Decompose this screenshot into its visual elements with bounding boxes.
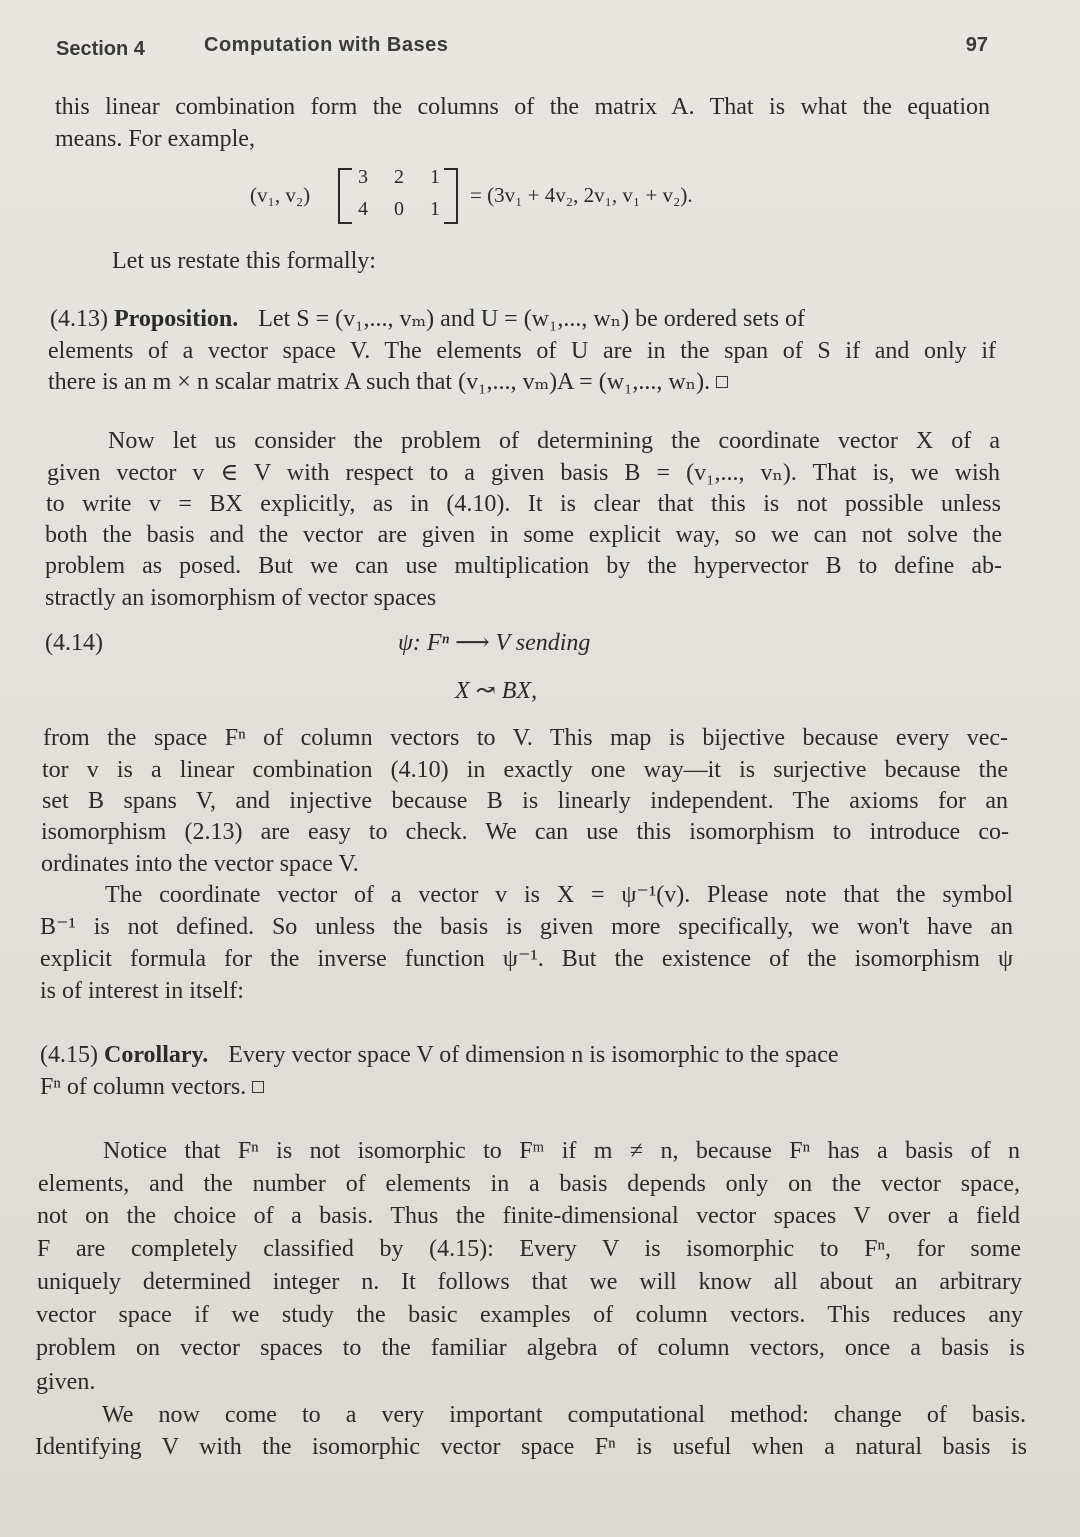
text-line: explicit formula for the inverse function ψ⁻¹. But the existence of the isomorphism ψ <box>40 946 1013 972</box>
text-line: problem on vector spaces to the familiar algebra of column vectors, once a basis is <box>36 1335 1025 1361</box>
cor-line2: Fⁿ of column vectors. <box>40 1074 247 1100</box>
text-line: tor v is a linear combination (4.10) in exactly one way—it is surjective because the <box>42 757 1008 783</box>
text-line: stractly an isomorphism of vector spaces <box>45 585 437 611</box>
text-line: is of interest in itself: <box>40 978 244 1004</box>
text-line: The coordinate vector of a vector v is X = ψ⁻¹(v). Please note that the symbol <box>105 882 1013 908</box>
prop-label: Proposition. <box>113 306 239 332</box>
equation-number: (4.14) <box>45 630 103 656</box>
prop-line3: there is an m × n scalar matrix A such that (v₁,..., vₘ)A = (w₁,..., wₙ). <box>48 369 711 395</box>
left-bracket <box>338 168 352 224</box>
text-line: ordinates into the vector space V. <box>41 851 359 877</box>
text-line: Let us restate this formally: <box>112 248 376 274</box>
matrix-cell: 1 <box>430 166 440 188</box>
text-line: this linear combination form the columns of the matrix A. That is what the equation <box>55 94 990 120</box>
matrix-cell: 2 <box>394 166 404 188</box>
page-number: 97 <box>965 34 988 56</box>
cor-number: (4.15) <box>40 1042 98 1068</box>
text-line: F are completely classified by (4.15): Every V is isomorphic to Fⁿ, for some <box>37 1236 1021 1262</box>
text-line: from the space Fⁿ of column vectors to V. This map is bijective because every vec- <box>43 725 1008 751</box>
equation-line: ψ: Fⁿ ⟶ V sending <box>398 630 591 656</box>
example-rhs: = (3v₁ + 4v₂, 2v₁, v₁ + v₂). <box>470 183 693 207</box>
text-line: We now come to a very important computational method: change of basis. <box>102 1402 1026 1428</box>
text-line: elements of a vector space V. The elements of U are in the span of S if and only if <box>48 338 996 364</box>
text-line: Now let us consider the problem of determining the coordinate vector X of a <box>108 428 1000 454</box>
text-line: problem as posed. But we can use multiplication by the hypervector B to define ab- <box>45 553 1002 579</box>
text-line: not on the choice of a basis. Thus the finite-dimensional vector spaces V over a field <box>37 1203 1020 1229</box>
prop-text: Let S = (v₁,..., vₘ) and U = (w₁,..., wₙ) be ordered sets of <box>258 306 806 332</box>
chapter-title: Computation with Bases <box>204 34 449 56</box>
text-line: Notice that Fⁿ is not isomorphic to Fᵐ if m ≠ n, because Fⁿ has a basis of n <box>103 1138 1020 1164</box>
end-of-proof-icon <box>252 1081 264 1093</box>
section-label: Section 4 <box>56 38 145 60</box>
cor-text: Every vector space V of dimension n is isomorphic to the space <box>228 1042 839 1068</box>
end-of-proof-icon <box>716 376 728 388</box>
matrix-cell: 1 <box>430 198 440 220</box>
text-line: uniquely determined integer n. It follows that we will know all about an arbitrary <box>37 1269 1022 1295</box>
right-bracket <box>444 168 458 224</box>
text-line: isomorphism (2.13) are easy to check. We can use this isomorphism to introduce co- <box>41 819 1009 845</box>
text-line: given vector v ∈ V with respect to a given basis B = (v₁,..., vₙ). That is, we wish <box>47 460 1000 486</box>
text-line: Identifying V with the isomorphic vector space Fⁿ is useful when a natural basis is <box>35 1434 1027 1460</box>
text-line <box>40 1072 264 1102</box>
text-line: set B spans V, and injective because B is linearly independent. The axioms for an <box>42 788 1008 814</box>
text-line: to write v = BX explicitly, as in (4.10). It is clear that this is not possible unless <box>46 491 1001 517</box>
corollary-4-15 <box>40 1040 1018 1070</box>
text-line: B⁻¹ is not defined. So unless the basis is given more specifically, we won't have an <box>40 914 1013 940</box>
matrix-cell: 3 <box>358 166 368 188</box>
text-line <box>48 367 728 397</box>
text-line: means. For example, <box>55 126 255 152</box>
running-header <box>56 30 988 66</box>
prop-number: (4.13) <box>50 306 108 332</box>
text-line: given. <box>36 1369 96 1395</box>
proposition-4-13 <box>50 304 995 334</box>
cor-label: Corollary. <box>103 1042 209 1068</box>
matrix-cell: 4 <box>358 198 368 220</box>
example-lhs: (v₁, v₂) <box>250 183 311 207</box>
equation-line: X ↝ BX, <box>455 678 538 704</box>
text-line: vector space if we study the basic examples of column vectors. This reduces any <box>36 1302 1023 1328</box>
text-line: elements, and the number of elements in a basis depends only on the vector space, <box>38 1171 1020 1197</box>
text-line: both the basis and the vector are given in some explicit way, so we can not solve the <box>45 522 1002 548</box>
matrix-cell: 0 <box>394 198 404 220</box>
